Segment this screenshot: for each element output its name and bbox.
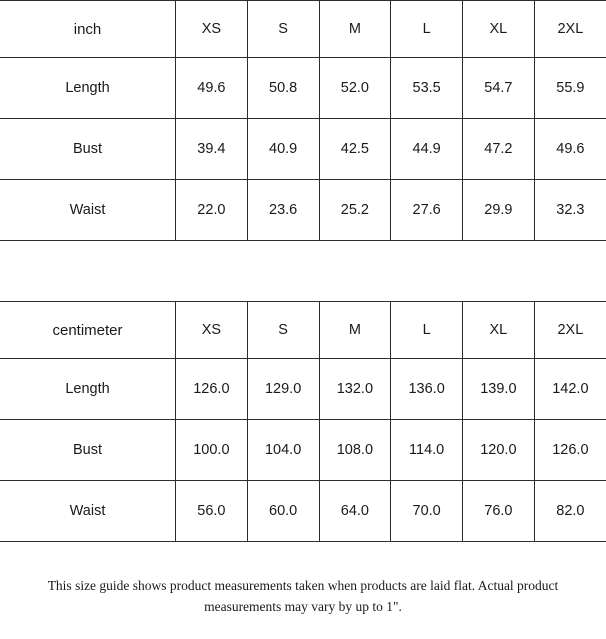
size-table-inch — [0, 0, 606, 241]
row-label-length: Length — [0, 359, 176, 420]
column-header-m: M — [319, 302, 391, 359]
table-row — [0, 58, 606, 119]
size-table-centimeter — [0, 301, 606, 542]
cell-bust-2xl: 126.0 — [534, 420, 606, 481]
cell-waist-s: 23.6 — [247, 180, 319, 241]
cell-length-m: 132.0 — [319, 359, 391, 420]
column-header-xl: XL — [463, 1, 535, 58]
cell-length-xl: 54.7 — [463, 58, 535, 119]
cell-length-2xl: 142.0 — [534, 359, 606, 420]
cell-waist-xl: 29.9 — [463, 180, 535, 241]
table-row — [0, 180, 606, 241]
cell-waist-s: 60.0 — [247, 481, 319, 542]
cell-length-2xl: 55.9 — [534, 58, 606, 119]
table-header-row — [0, 1, 606, 58]
cell-waist-m: 64.0 — [319, 481, 391, 542]
cell-waist-xl: 76.0 — [463, 481, 535, 542]
column-header-m: M — [319, 1, 391, 58]
table-row — [0, 420, 606, 481]
size-guide-footnote — [0, 576, 606, 618]
cell-length-l: 53.5 — [391, 58, 463, 119]
cell-waist-2xl: 82.0 — [534, 481, 606, 542]
row-label-waist: Waist — [0, 180, 176, 241]
cell-waist-xs: 56.0 — [176, 481, 248, 542]
row-label-waist: Waist — [0, 481, 176, 542]
cell-bust-s: 104.0 — [247, 420, 319, 481]
cell-length-xl: 139.0 — [463, 359, 535, 420]
column-header-l: L — [391, 302, 463, 359]
cell-length-s: 50.8 — [247, 58, 319, 119]
cell-length-xs: 126.0 — [176, 359, 248, 420]
unit-label-centimeter: centimeter — [0, 302, 176, 359]
row-label-bust: Bust — [0, 420, 176, 481]
cell-length-xs: 49.6 — [176, 58, 248, 119]
unit-label-inch: inch — [0, 1, 176, 58]
cell-waist-2xl: 32.3 — [534, 180, 606, 241]
column-header-xs: XS — [176, 1, 248, 58]
table-row — [0, 119, 606, 180]
column-header-xl: XL — [463, 302, 535, 359]
cell-waist-l: 27.6 — [391, 180, 463, 241]
column-header-s: S — [247, 1, 319, 58]
table-header-row — [0, 302, 606, 359]
cell-bust-m: 42.5 — [319, 119, 391, 180]
row-label-length: Length — [0, 58, 176, 119]
cell-bust-l: 114.0 — [391, 420, 463, 481]
table-spacer — [0, 241, 606, 301]
cell-length-m: 52.0 — [319, 58, 391, 119]
cell-bust-l: 44.9 — [391, 119, 463, 180]
column-header-2xl: 2XL — [534, 1, 606, 58]
cell-waist-l: 70.0 — [391, 481, 463, 542]
cell-length-s: 129.0 — [247, 359, 319, 420]
column-header-l: L — [391, 1, 463, 58]
cell-bust-2xl: 49.6 — [534, 119, 606, 180]
cell-bust-m: 108.0 — [319, 420, 391, 481]
footnote-text: This size guide shows product measurements taken when products are laid flat. Actual product measurements may vary by up to 1". — [47, 578, 559, 614]
cell-waist-xs: 22.0 — [176, 180, 248, 241]
column-header-xs: XS — [176, 302, 248, 359]
cell-bust-xl: 47.2 — [463, 119, 535, 180]
cell-bust-xl: 120.0 — [463, 420, 535, 481]
column-header-2xl: 2XL — [534, 302, 606, 359]
column-header-s: S — [247, 302, 319, 359]
cell-waist-m: 25.2 — [319, 180, 391, 241]
cell-bust-xs: 100.0 — [176, 420, 248, 481]
cell-bust-s: 40.9 — [247, 119, 319, 180]
table-row — [0, 359, 606, 420]
table-row — [0, 481, 606, 542]
cell-length-l: 136.0 — [391, 359, 463, 420]
row-label-bust: Bust — [0, 119, 176, 180]
cell-bust-xs: 39.4 — [176, 119, 248, 180]
